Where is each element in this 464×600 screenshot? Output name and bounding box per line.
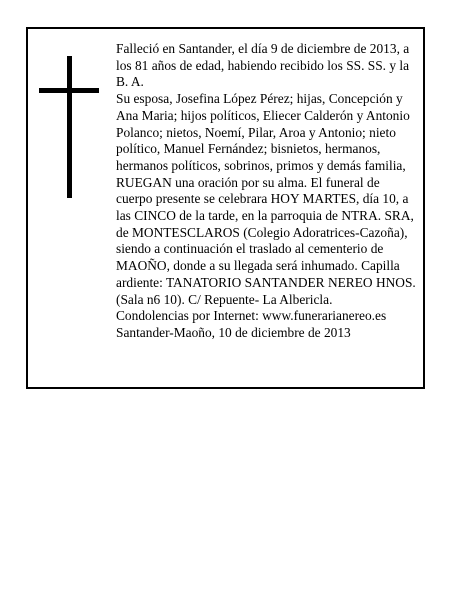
family-and-funeral-details: Su esposa, Josefina López Pérez; hijas, Concepción y Ana Maria; hijos políticos, Eliecer Calderón y Antonio Polanco; nietos, Noemí, Pilar, Aroa y Antonio; nieto político, Manuel Fernández; bisnietos, hermanos, hermanos políticos, sobrinos, primos y demás familia, RUEGAN una oración por su alma. El funeral de cuerpo presente se celebrara HOY MARTES, día 10, a las CINCO de la tarde, en la parroquia de NTRA. SRA, de MONTESCLAROS (Colegio Adoratrices-Cazoña), siendo a continuación el traslado al cementerio de MAOÑO, donde a su llegada será inhumado. Capilla ardiente: TANATORIO SANTANDER NEREO HNOS. (Sala n6 10). C/ Repuente- La Albericla.: [116, 91, 416, 307]
online-condolences: Condolencias por Internet: www.funerarianereo.es: [116, 308, 387, 324]
place-and-date: Santander-Maoño, 10 de diciembre de 2013: [116, 324, 351, 340]
obituary-text: [116, 41, 416, 342]
cross-vertical-bar: [67, 56, 72, 198]
obituary-notice: [26, 27, 425, 389]
death-announcement: Falleció en Santander, el día 9 de diciembre de 2013, a los 81 años de edad, habiendo recibido los SS. SS. y la B. A.: [116, 41, 410, 90]
cross-horizontal-bar: [39, 88, 99, 93]
cross-icon: [39, 56, 99, 198]
